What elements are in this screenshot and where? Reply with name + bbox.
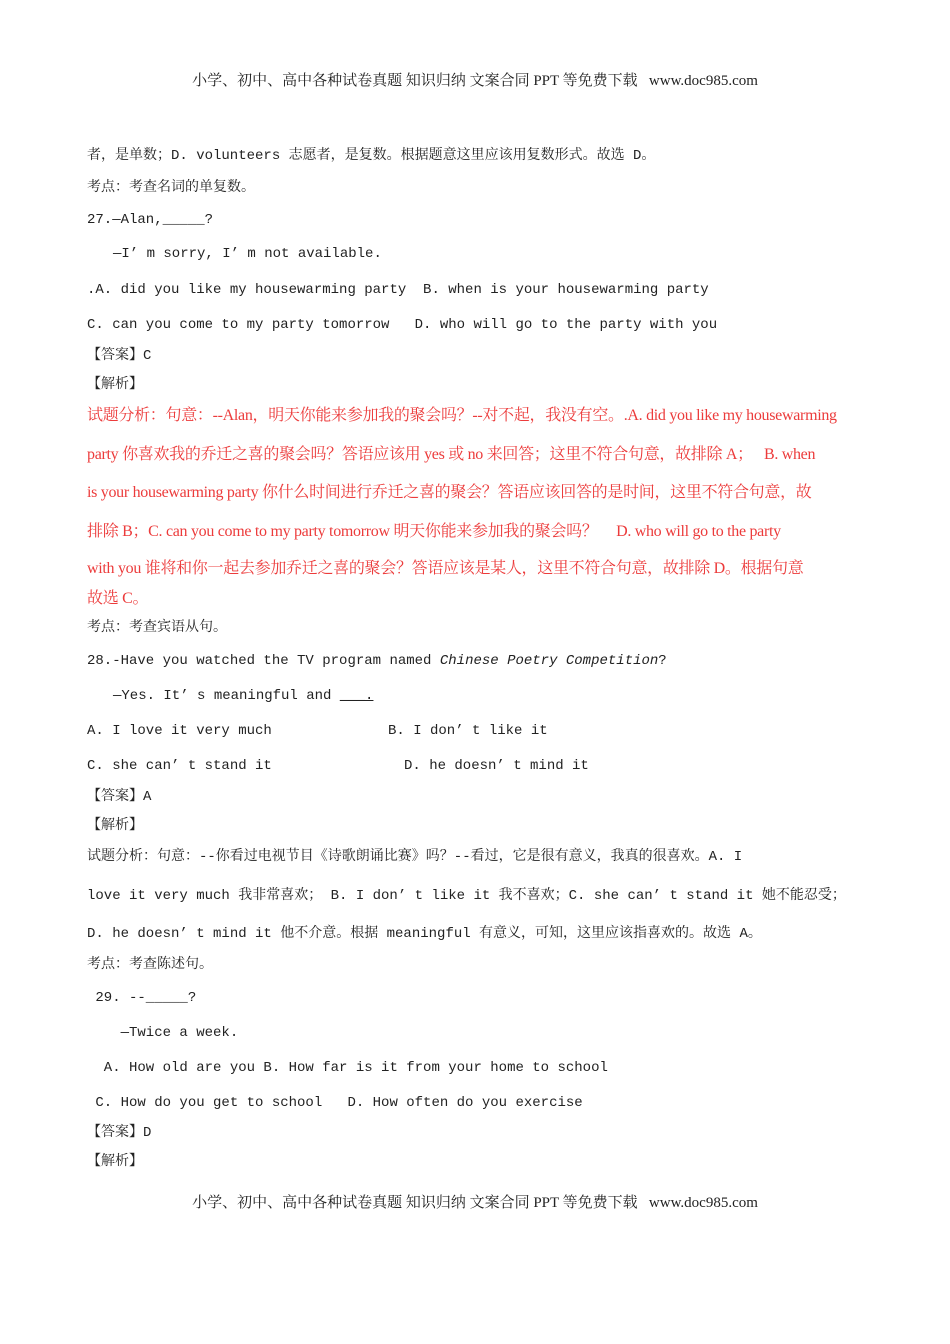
q29-reply: —Twice a week. — [87, 1025, 239, 1041]
q28-stem — [87, 651, 667, 671]
q27-analysis-line: 试题分析：句意：--Alan，明天你能来参加我的聚会吗？--对不起，我没有空。.A. did you like my housewarming — [87, 407, 837, 424]
page-header: 小学、初中、高中各种试卷真题 知识归纳 文案合同 PPT 等免费下载 www.doc985.com — [192, 73, 758, 89]
q29-analysis-label: 【解析】 — [87, 1154, 143, 1170]
q28-analysis-line: love it very much 我非常喜欢； B. I don’ t like it 我不喜欢；C. she can’ t stand it 她不能忍受； — [87, 888, 846, 904]
q29-answer: 【答案】D — [87, 1125, 152, 1141]
q27-answer: 【答案】C — [87, 348, 152, 364]
q27-analysis-line: 排除 B；C. can you come to my party tomorrow 明天你能来参加我的聚会吗？ D. who will go to the party — [87, 523, 781, 540]
previous-analysis-tail: 者，是单数；D. volunteers 志愿者，是复数。根据题意这里应该用复数形式。故选 D。 — [87, 148, 656, 164]
q27-analysis-line: with you 谁将和你一起去参加乔迁之喜的聚会？答语应该是某人，这里不符合句意，故排除 D。根据句意 — [87, 560, 804, 577]
q27-stem: 27.—Alan,_____? — [87, 212, 214, 228]
q29-stem: 29. --_____? — [87, 990, 197, 1006]
q28-option-c: C. she can’ t stand it — [87, 758, 272, 774]
page-footer: 小学、初中、高中各种试卷真题 知识归纳 文案合同 PPT 等免费下载 www.doc985.com — [192, 1195, 758, 1211]
q27-options-row2: C. can you come to my party tomorrow D. who will go to the party with you — [87, 317, 718, 333]
q28-stem-suffix: ? — [658, 653, 667, 669]
q28-option-b: B. I don’ t like it — [388, 723, 548, 739]
q29-options-row2: C. How do you get to school D. How often do you exercise — [87, 1095, 583, 1111]
q28-program-title: Chinese Poetry Competition — [439, 653, 659, 669]
q28-stem-prefix: 28.-Have you watched the TV program named — [87, 653, 440, 669]
q27-reply: —I’ m sorry, I’ m not available. — [113, 246, 382, 262]
q28-analysis-label: 【解析】 — [87, 818, 143, 834]
q28-answer: 【答案】A — [87, 789, 152, 805]
q27-analysis-line: is your housewarming party 你什么时间进行乔迁之喜的聚会？答语应该回答的是时间，这里不符合句意，故 — [87, 484, 812, 501]
q28-analysis-line: 试题分析：句意：--你看过电视节目《诗歌朗诵比赛》吗？--看过，它是很有意义，我真的很喜欢。A. I — [87, 849, 743, 865]
q27-analysis-label: 【解析】 — [87, 377, 143, 393]
previous-point: 考点：考查名词的单复数。 — [87, 180, 255, 196]
q28-point: 考点：考查陈述句。 — [87, 957, 213, 973]
q29-options-row1: A. How old are you B. How far is it from your home to school — [87, 1060, 608, 1076]
q28-reply-prefix: —Yes. It’ s meaningful and — [113, 688, 340, 704]
q27-options-row1: .A. did you like my housewarming party B. when is your housewarming party — [87, 282, 709, 298]
q27-analysis-line: 故选 C。 — [87, 590, 149, 607]
q28-blank: ___. — [339, 688, 374, 704]
q28-reply — [113, 686, 373, 706]
q28-option-d: D. he doesn’ t mind it — [404, 758, 589, 774]
q27-point: 考点：考查宾语从句。 — [87, 620, 227, 636]
q28-analysis-line: D. he doesn’ t mind it 他不介意。根据 meaningful 有意义，可知，这里应该指喜欢的。故选 A。 — [87, 926, 762, 942]
q28-option-a: A. I love it very much — [87, 723, 272, 739]
q27-analysis-line: party 你喜欢我的乔迁之喜的聚会吗？答语应该用 yes 或 no 来回答；这里不符合句意，故排除 A； B. when — [87, 446, 816, 463]
